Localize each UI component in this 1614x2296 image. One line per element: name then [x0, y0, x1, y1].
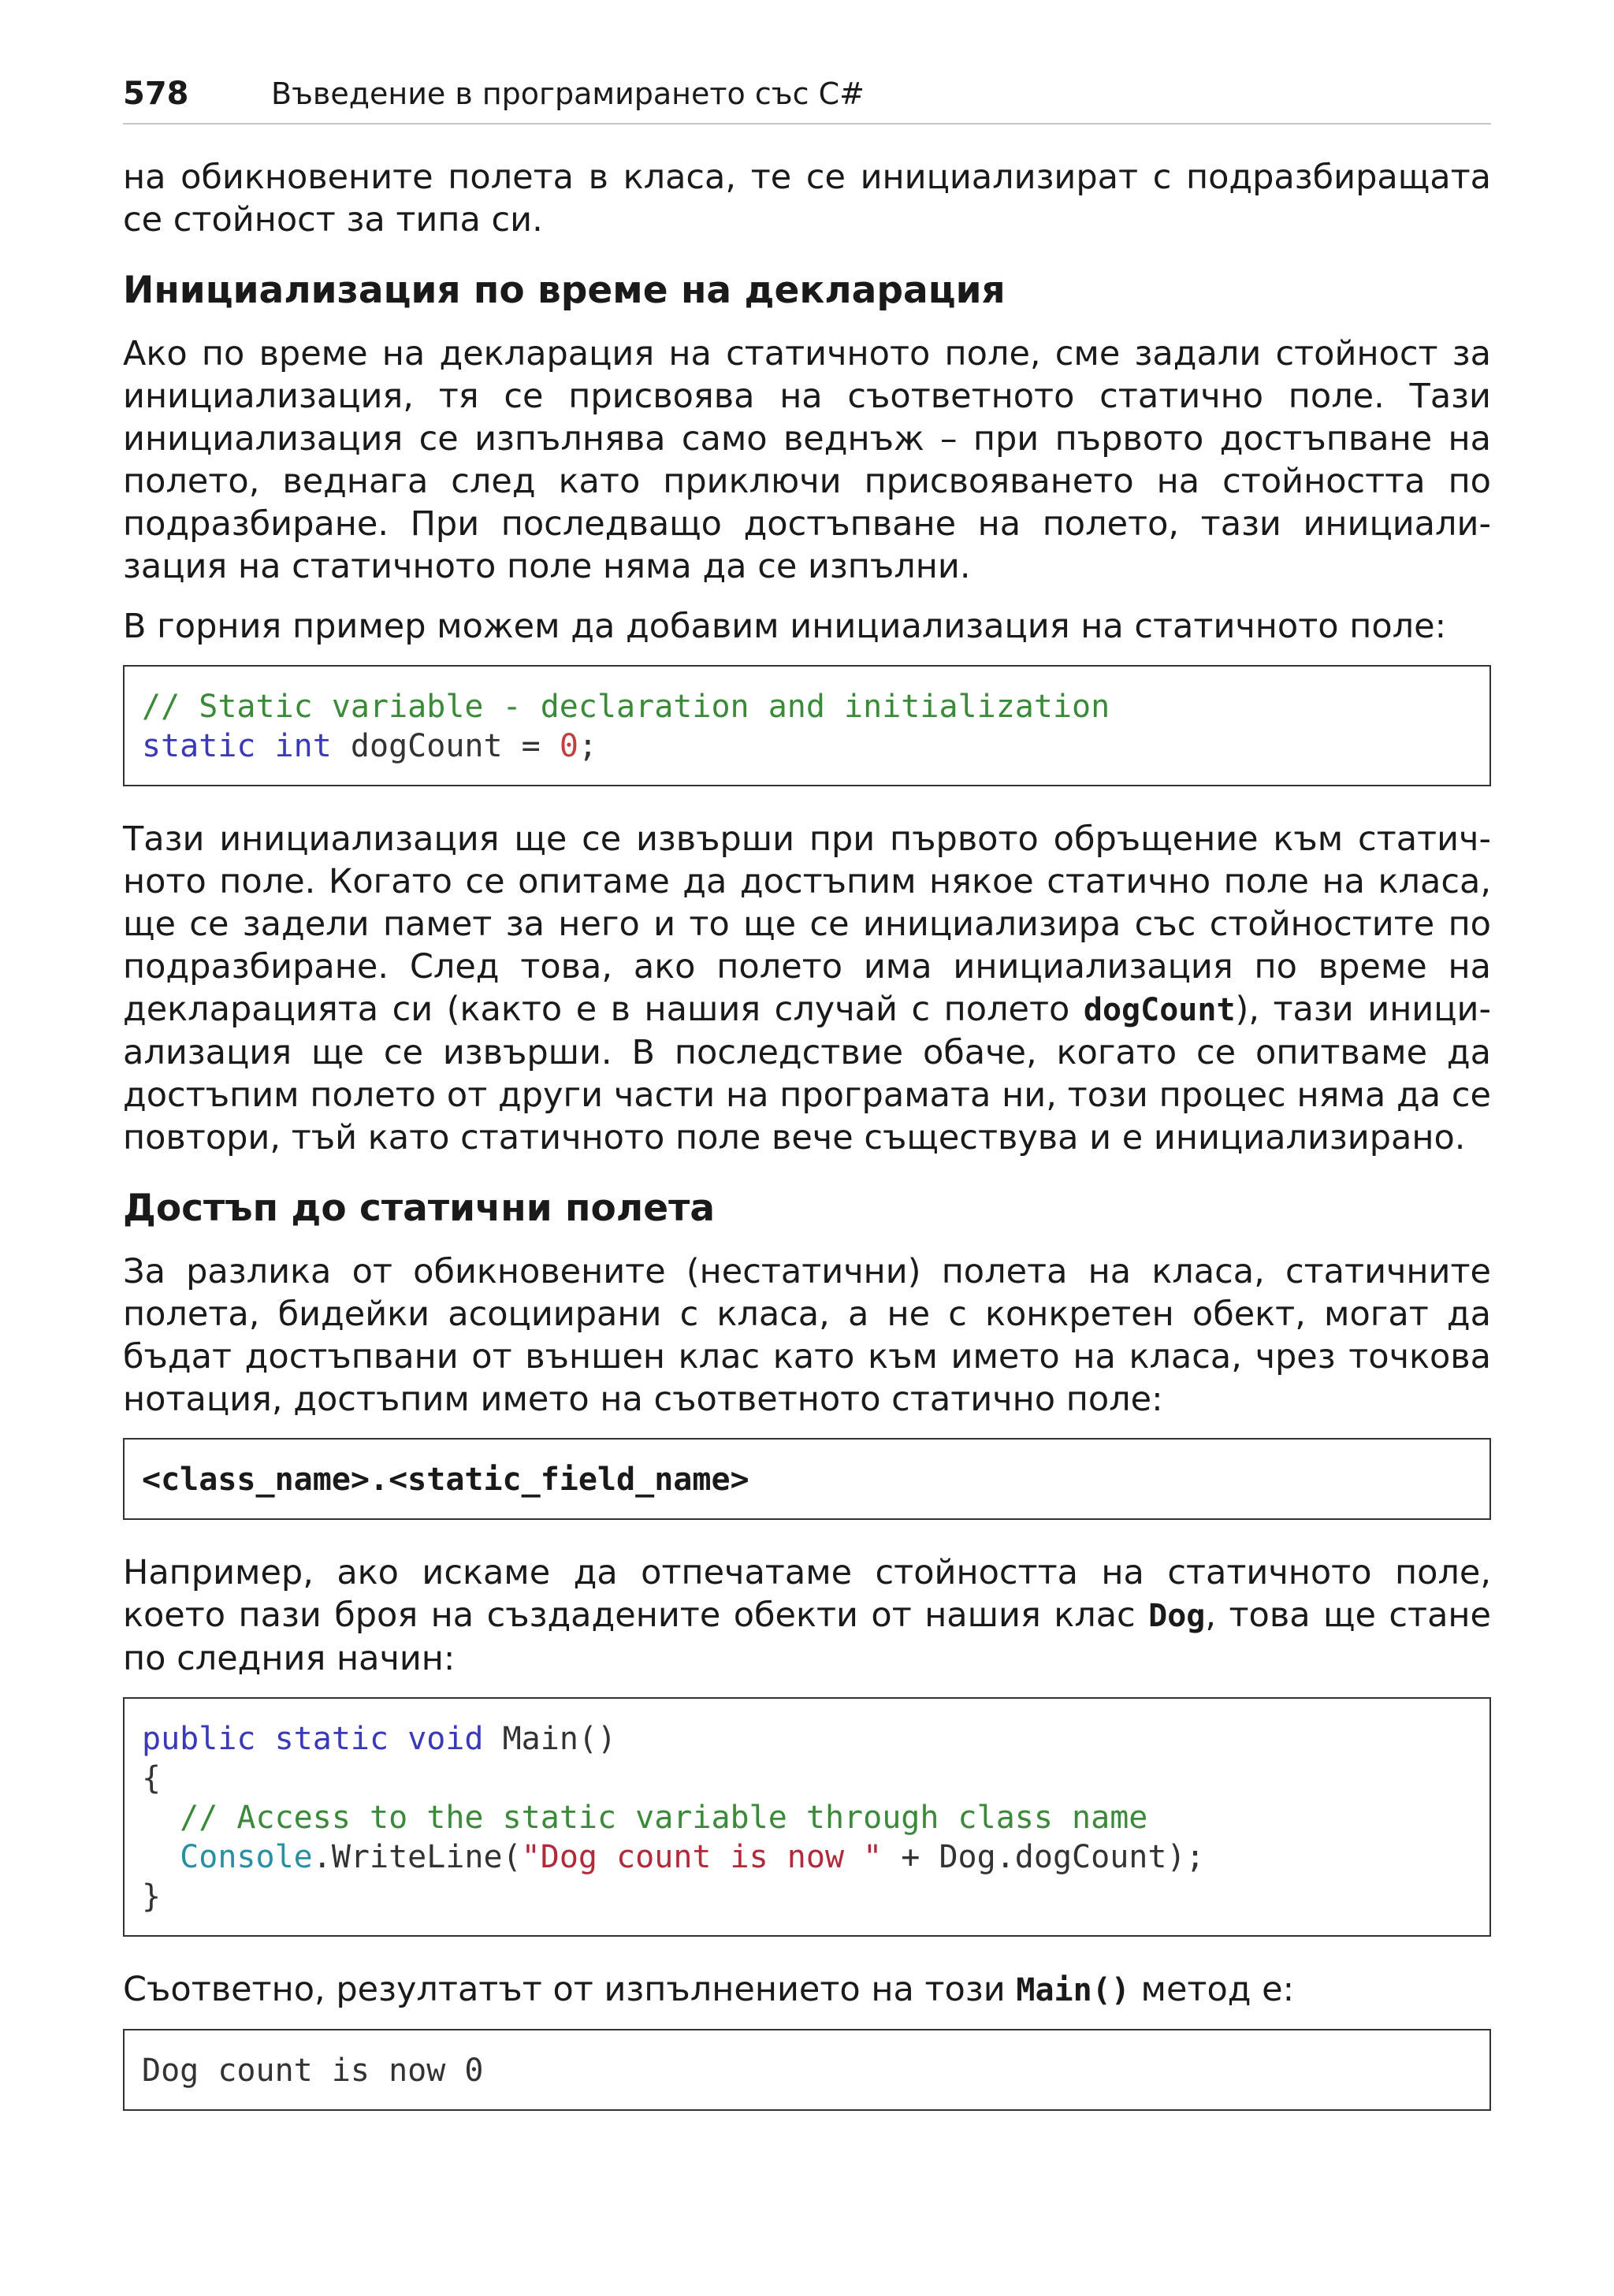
- code-rest: + Dog.dogCount);: [882, 1839, 1205, 1875]
- code-method-name: Main(): [483, 1721, 617, 1757]
- code-class-console: Console: [180, 1839, 313, 1875]
- code-block-syntax: [123, 1438, 1491, 1520]
- code-declaration-text: dogCount =: [331, 728, 560, 764]
- page-number: 578: [123, 76, 189, 112]
- code-block-main: [123, 1697, 1491, 1937]
- code-keyword-static: static: [142, 728, 256, 764]
- code-line-declaration: [142, 726, 1472, 766]
- intro-paragraph: на обикновените полета в класа, те се инициализират с подразбиращата се стойност за типа си.: [123, 158, 1491, 240]
- running-title: Въведение в програмирането със C#: [271, 76, 865, 111]
- code-keyword-int: int: [274, 728, 332, 764]
- code-block-declaration: [123, 665, 1491, 786]
- paragraph-text: ), тази инициализация ще се извърши. В последствие обаче, когато се опитваме да достъпим полето от други части на програмата ни, този процес няма да се повтори, тъй като статичното поле вече съществува и е инициализирано.: [123, 990, 1491, 1157]
- section-heading-access: Достъп до статични полета: [123, 1187, 716, 1230]
- code-string-literal: "Dog count is now ": [521, 1839, 883, 1875]
- code-comment: // Static variable - declaration and initialization: [142, 689, 1110, 725]
- page: [123, 76, 1491, 2142]
- code-keyword-void: void: [407, 1721, 484, 1757]
- paragraph-text: , това ще стане по следния начин:: [123, 1596, 1491, 1678]
- output-line: Dog count is now 0: [142, 2053, 484, 2089]
- code-writeline: .WriteLine(: [312, 1839, 522, 1875]
- code-semicolon: ;: [578, 728, 598, 764]
- code-line-comment: [142, 1798, 1472, 1837]
- code-line-signature: [142, 1719, 1472, 1759]
- paragraph-text: Съответно, резултатът от изпълнението на този: [123, 1970, 1017, 2009]
- code-keyword-public: public: [142, 1721, 256, 1757]
- inline-code-dog: Dog: [1148, 1598, 1206, 1634]
- paragraph-text: метод е:: [1129, 1970, 1295, 2009]
- output-block: [123, 2029, 1491, 2111]
- section-heading-initialization: Инициализация по време на декларация: [123, 269, 1006, 312]
- paragraph-result-intro: [123, 1968, 1491, 2012]
- code-number-literal: 0: [559, 728, 578, 764]
- paragraph-initialization-description: Ако по време на декларация на статичното поле, сме задали стойност за инициализация, тя се присвоява на съответното статично поле. Тази инициализация се изпълнява само веднъж – при първото достъпване на полето, веднага след като приключи присвояването на стойността по подразбиране. При последващо достъпване на полето, тази инициализация на статичното поле няма да се изпълни.: [123, 334, 1491, 586]
- inline-code-main: Main(): [1016, 1972, 1130, 2008]
- paragraph-access-description: За разлика от обикновените (нестатични) полета на класа, статичните полета, бидейки асоциирани с класа, а не с конкретен обект, могат да бъдат достъпвани от външен клас като към името на класа, чрез точкова нотация, достъпим името на съответното статично поле:: [123, 1252, 1491, 1419]
- paragraph-text: Например, ако искаме да отпечатаме стойността на статичното поле, което пази броя на създадените обекти от нашия клас: [123, 1553, 1491, 1635]
- code-close-brace: }: [142, 1878, 162, 1915]
- code-line-writeline: [142, 1837, 1472, 1877]
- inline-code-dogcount: dogCount: [1083, 992, 1236, 1028]
- code-keyword-static: static: [274, 1721, 389, 1757]
- paragraph-example-intro: В горния пример можем да добавим инициализация на статичното поле:: [123, 607, 1447, 646]
- paragraph-initialization-explanation: [123, 818, 1491, 1159]
- code-open-brace: {: [142, 1760, 162, 1796]
- paragraph-text: Тази инициализация ще се извърши при първото обръщение към статичното поле. Когато се опитаме да достъпим някое статично поле на класа, ще се задели памет за него и то ще се инициализира със стойностите по подразбиране. След това, ако полето има инициализация по време на декларацията си (както е в нашия случай с полето: [123, 819, 1491, 1029]
- code-comment: // Access to the static variable through class name: [180, 1800, 1148, 1836]
- paragraph-example-dog: [123, 1551, 1491, 1680]
- syntax-line: <class_name>.<static_field_name>: [142, 1462, 749, 1498]
- page-header: [123, 76, 1491, 124]
